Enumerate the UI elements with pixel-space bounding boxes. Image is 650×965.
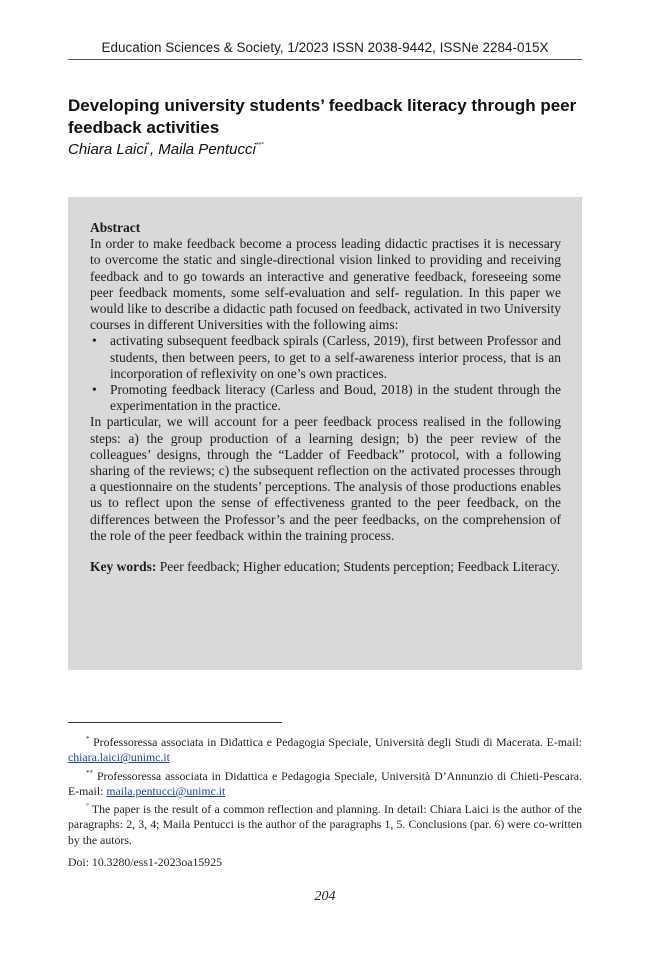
page-number: 204 — [314, 889, 336, 904]
author-name: Chiara Laici — [68, 141, 148, 158]
footnote-text: The paper is the result of a common reflection and planning. In detail: Chiara Laici is the author of the paragraphs: 2, 3, 4; Maila Pentucci is the author of the paragraphs 1, 5. Conclusions (par. 6) were co-written by the autors. — [68, 802, 582, 847]
list-item — [90, 382, 561, 414]
running-head: Education Sciences & Society, 1/2023 ISSN 2038-9442, ISSNe 2284-015X — [101, 40, 549, 55]
email-link[interactable]: chiara.laici@unimc.it — [68, 750, 170, 765]
abstract-box — [68, 197, 582, 670]
abstract-content — [90, 220, 561, 575]
author-mark: * — [147, 142, 150, 149]
abstract-heading: Abstract — [90, 220, 141, 235]
article-title: Developing university students’ feedback literacy through peer feedback activities — [68, 96, 577, 137]
keywords-text: Peer feedback; Higher education; Students perception; Feedback Literacy. — [159, 559, 560, 575]
footnote — [68, 799, 582, 848]
abstract-body: In particular, we will account for a peer feedback process realised in the following steps: a) the group production of a learning design; b) the peer review of the colleagues’ designs, through the “Ladder of Feedback” protocol, with a following sharing of the reviews; c) the subsequent reflection on the activated processes through a questionnaire on the students’ perceptions. The analysis of those productions enables us to reflect upon the sense of effectiveness granted to the peer feedback, on the differences between the Professor’s and the peer feedbacks, on the comprehension of the role of the peer feedback within the training process. — [90, 414, 561, 543]
author-name: Maila Pentucci — [158, 141, 256, 158]
keywords-label: Key words: — [90, 559, 157, 575]
footnote-mark: ° — [86, 802, 89, 811]
footnote-rule — [68, 722, 282, 723]
email-link[interactable]: maila.pentucci@unimc.it — [106, 783, 226, 798]
list-item — [90, 333, 561, 382]
footnote — [68, 766, 582, 800]
abstract-intro: In order to make feedback become a process leading didactic practises it is necessary to overcome the static and single-directional vision linked to providing and receiving feedback and to go towards an interactive and generative feedback, foreseeing some peer feedback moments, some self-evaluation and self- regulation. In this paper we would like to describe a didactic path focused on feedback, activated in two University courses in different Universities with the following aims: — [90, 236, 561, 333]
abstract-bullet-list — [90, 333, 561, 414]
footnote-text: Professoressa associata in Didattica e Pedagogia Speciale, Università degli Studi di Macerata. E-mail: — [93, 735, 583, 749]
authors-line: Chiara Laici*, Maila Pentucci**° — [68, 141, 265, 158]
bullet-icon: • — [92, 333, 97, 349]
bullet-text: activating subsequent feedback spirals (Carless, 2019), first between Professor and students, then between peers, to get to a self-awareness interior process, that is an incorporation of reflexivity on one’s own practices. — [110, 333, 561, 381]
bullet-icon: • — [92, 382, 97, 398]
header-rule — [68, 59, 582, 60]
author-mark: **° — [255, 142, 265, 149]
bullet-text: Promoting feedback literacy (Carless and Boud, 2018) in the student through the experimentation in the practice. — [110, 382, 561, 414]
footnote-mark: * — [86, 735, 90, 743]
doi: Doi: 10.3280/ess1-2023oa15925 — [68, 855, 223, 869]
keywords — [90, 559, 561, 575]
footnotes — [68, 732, 582, 848]
footnote-text: Professoressa associata in Didattica e Pedagogia Speciale, Università D’Annunzio di Chieti-Pescara. E-mail: — [68, 768, 582, 798]
footnote-mark: ** — [86, 768, 93, 777]
footnote — [68, 732, 582, 766]
